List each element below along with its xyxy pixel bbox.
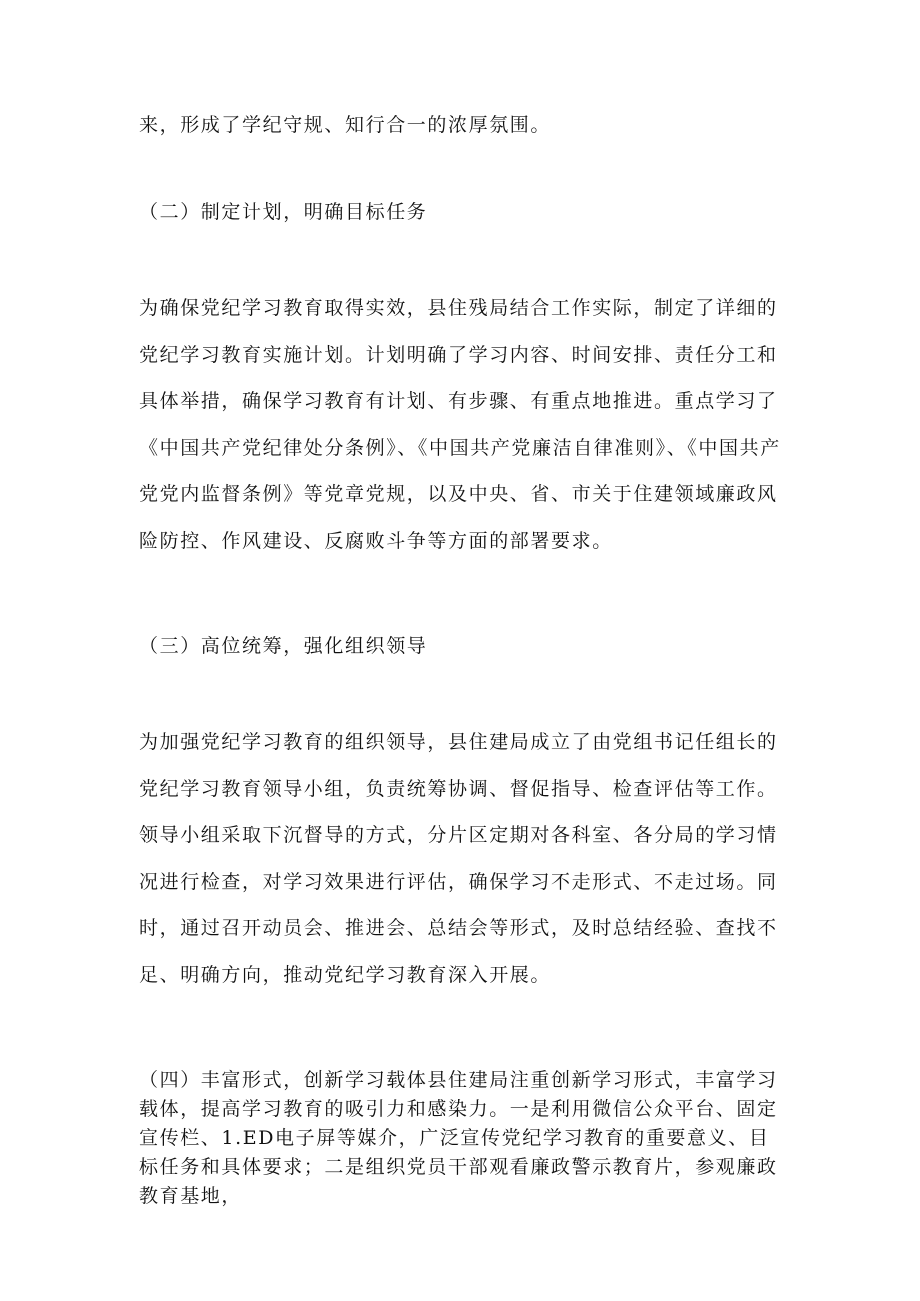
continuation-paragraph: 来，形成了学纪守规、知行合一的浓厚氛围。 bbox=[139, 114, 552, 136]
section-paragraph-2: 为确保党纪学习教育取得实效，县住残局结合工作实际，制定了详细的党纪学习教育实施计划。计划明确了学习内容、时间安排、责任分工和具体举措，确保学习教育有计划、有步骤、有重点地推进。重点学习了《中国共产党纪律处分条例》、《中国共产党廉洁自律准则》、《中国共产党党内监督条例》等党章党规，以及中央、省、市关于住建领域廉政风险防控、作风建设、反腐败斗争等方面的部署要求。 bbox=[139, 297, 781, 552]
section-paragraph-3: 为加强党纪学习教育的组织领导，县住建局成立了由党组书记任组长的党纪学习教育领导小组，负责统筹协调、督促指导、检查评估等工作。领导小组采取下沉督导的方式，分片区定期对各科室、各分局的学习情况进行检查，对学习效果进行评估，确保学习不走形式、不走过场。同时，通过召开动员会、推进会、总结会等形式，及时总结经验、查找不足、明确方向，推动党纪学习教育深入开展。 bbox=[139, 731, 778, 986]
section-heading-2: （二）制定计划，明确目标任务 bbox=[139, 201, 428, 223]
section-heading-3: （三）高位统筹，强化组织领导 bbox=[139, 635, 428, 657]
section-paragraph-4: （四）丰富形式，创新学习载体县住建局注重创新学习形式，丰富学习载体，提高学习教育的吸引力和感染力。一是利用微信公众平台、固定宣传栏、1.ED电子屏等媒介，广泛宣传党纪学习教育的重要意义、目标任务和具体要求；二是组织党员干部观看廉政警示教育片，参观廉政教育基地， bbox=[139, 1069, 778, 1207]
